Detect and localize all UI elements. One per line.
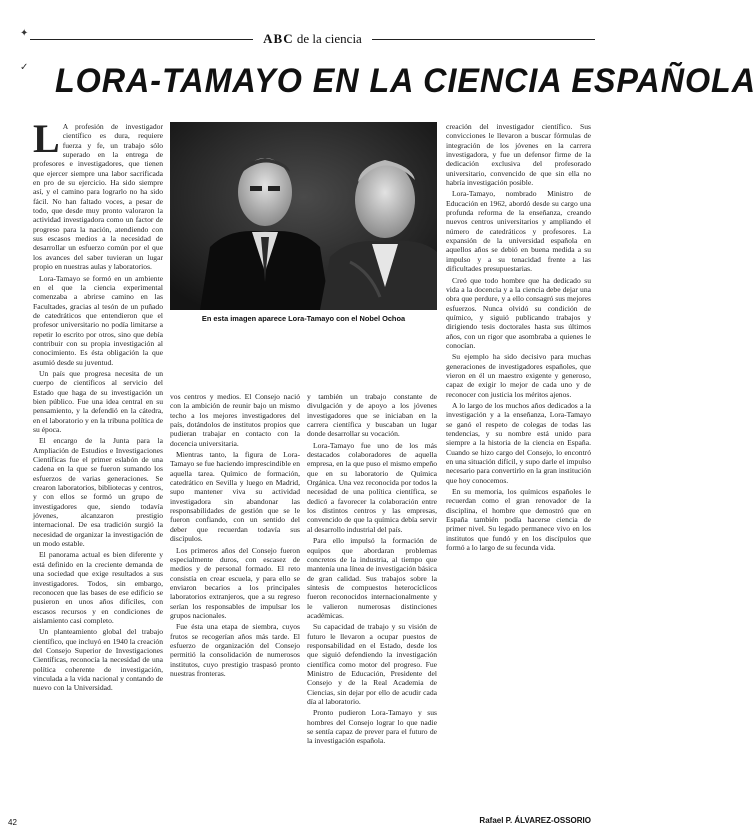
paragraph: Un país que progresa necesita de un cuerpo de científicos al servicio del Estado que haga de su investigación un bien público. Fue una idea central en su pensamiento, y la defendió en la cátedra, en el laboratorio y en la tribuna política de su época.	[33, 368, 163, 434]
header-rule-left	[30, 39, 253, 40]
dropcap: L	[33, 116, 60, 161]
paragraph: En su memoria, los químicos españoles le recuerdan como el gran renovador de la disciplina, el hombre que demostró que en España también podía hacerse ciencia de primer nivel. Su legado permanece vivo en los institutos que fundó y en los discípulos que formó a lo largo de su fecunda vida.	[446, 487, 591, 553]
paragraph: Pronto pudieron Lora-Tamayo y sus hombres del Consejo lograr lo que nadie se sentía capaz de prever para el futuro de la investigación española.	[307, 708, 437, 746]
paragraph: Los primeros años del Consejo fueron especialmente duros, con escasez de medios y de personal formado. El reto consistía en crear escuela, y para ello se enviaron becarios a los principales laboratorios extranjeros, que a su regreso serían los responsables de impulsar los grupos nacionales.	[170, 545, 300, 620]
headline: LORA-TAMAYO EN LA CIENCIA ESPAÑOLA	[55, 62, 756, 100]
article-column-4	[446, 122, 591, 814]
paragraph: El panorama actual es bien diferente y está definido en la creciente demanda de una sociedad que exige resultados a sus investigadores. Todos, sin embargo, reconocen que las bases de ese edificio se pusieron en unos años difíciles, con escasos recursos y en condiciones de aislamiento casi completo.	[33, 550, 163, 625]
registration-mark-icon: ✓	[20, 62, 29, 73]
paragraph: creación del investigador científico. Sus convicciones le llevaron a buscar fórmulas de integración de los jóvenes en la carrera investigadora, y fue un defensor firme de la dedicación exclusiva del profesorado universitario, convencido de que sin ella no habría investigación posible.	[446, 122, 591, 188]
header-rule-right	[372, 39, 595, 40]
paragraph: Lora-Tamayo se formó en un ambiente en el que la ciencia experimental comenzaba a abrirse camino en las Facultades, gracias al tesón de un puñado de catedráticos que entendieron que el profesor universitario no podía limitarse a repetir lo escrito por otros, sino que debía contribuir con su propia investigación al conocimiento. Es ésta obligación la que asumió desde su juventud.	[33, 273, 163, 367]
paragraph: El encargo de la Junta para la Ampliación de Estudios e Investigaciones Científicas fue el primer eslabón de una cadena en la que se fueron sumando los esfuerzos de varias generaciones. Se crearon laboratorios, bibliotecas y centros, y con ellos se formó un grupo de investigadores que, siendo todavía jóvenes, alcanzaron prestigio internacional. De esa tradición surgió la necesidad de organizar la investigación de un modo estable.	[33, 436, 163, 549]
section-label-abc: ABC	[263, 31, 294, 46]
byline: Rafael P. ÁLVAREZ-OSSORIO	[479, 816, 591, 825]
paragraph-text: A profesión de investigador científico es dura, requiere fuerza y fe, un trabajo sólo superado en la entrega de profesores e investigadores, que tienen que ejercer siempre una labor sacrificada en pro de su ejercicio. Ha sido siempre así, y el camino para lograrlo no ha sido fácil. No han faltado voces, a pesar de todo, que desde muy pronto valoraron la actividad investigadora como un factor de progreso para la nación, atendiendo con sus escasos medios a la necesidad de desarrollar un esfuerzo común por el que los avances del saber tuvieran un lugar propio en nuestras aulas y laboratorios.	[33, 122, 163, 272]
paragraph: Para ello impulsó la formación de equipos que abordaran problemas concretos de la industria, al tiempo que mantenía una línea de investigación básica de gran calidad. Sus trabajos sobre la síntesis de compuestos heterocíclicos fueron reconocidos internacionalmente y le valieron numerosas distinciones académicas.	[307, 536, 437, 620]
article-column-3	[307, 392, 437, 814]
photo-caption: En esta imagen aparece Lora-Tamayo con el Nobel Ochoa	[201, 314, 406, 323]
paragraph: Mientras tanto, la figura de Lora-Tamayo se fue haciendo imprescindible en aquella tarea. Químico de formación, catedrático en Sevilla y luego en Madrid, supo mantener viva su actividad investigadora sin abandonar las responsabilidades de gestión que se le fueron confiando, con un sentido del deber que recuerdan todavía sus discípulos.	[170, 450, 300, 544]
paragraph: Creó que todo hombre que ha dedicado su vida a la docencia y a la ciencia debe dejar una obra que perdure, y a ello consagró sus mejores esfuerzos. Nunca olvidó su condición de químico, y siguió publicando trabajos y dirigiendo tesis doctorales hasta sus últimos años, con un rigor que asombraba a quienes le conocían.	[446, 275, 591, 350]
article-column-1	[33, 116, 163, 814]
paragraph: Su capacidad de trabajo y su visión de futuro le llevaron a ocupar puestos de responsabilidad en el Estado, desde los que siguió defendiendo la investigación científica como motor del progreso. Fue Ministro de Educación, Presidente del Consejo y de la Real Academia de Ciencias, sin dejar por ello de acudir cada día al laboratorio.	[307, 622, 437, 706]
section-header	[30, 30, 595, 48]
article-photo	[170, 122, 437, 310]
photo-image	[170, 122, 437, 310]
registration-mark-icon: ✦	[20, 28, 29, 39]
paragraph: Su ejemplo ha sido decisivo para muchas generaciones de investigadores españoles, que vieron en él un maestro exigente y generoso, capaz de exigir lo mejor de cada uno y de reconocer con justicia los méritos ajenos.	[446, 352, 591, 399]
paragraph: A lo largo de los muchos años dedicados a la investigación y a la enseñanza, Lora-Tamayo se ganó el respeto de colegas de todas las tendencias, y su nombre está unido para siempre a la historia de la ciencia en España. Cuando se hizo cargo del Consejo, lo encontró en una situación difícil, y supo darle el impulso necesario para convertirlo en la gran institución que hoy conocemos.	[446, 400, 591, 485]
article-column-2	[170, 392, 300, 814]
page-number: 42	[8, 818, 17, 827]
paragraph: vos centros y medios. El Consejo nació con la ambición de reunir bajo un mismo techo a los mejores investigadores del país, dotándolos de institutos propios que pudieran trabajar en contacto con la docencia universitaria.	[170, 392, 300, 448]
paragraph: Lora-Tamayo, nombrado Ministro de Educación en 1962, abordó desde su cargo una profunda reforma de la enseñanza, creando nuevos centros universitarios y ampliando el número de catedráticos y profesores. La expansión de la universidad española en aquellos años se debió en buena medida a su impulso y a su tenacidad frente a las dificultades presupuestarias.	[446, 189, 591, 274]
paragraph: Un planteamiento global del trabajo científico, que incluyó en 1940 la creación del Consejo Superior de Investigaciones Científicas, reconocía la necesidad de una política coherente de investigación, vinculada a la vida nacional y contando de nuevo con la Universidad.	[33, 627, 163, 693]
paragraph: Fue ésta una etapa de siembra, cuyos frutos se recogerían años más tarde. El esfuerzo de organización del Consejo permitió la consolidación de numerosos institutos, cuyo prestigio traspasó pronto nuestras fronteras.	[170, 622, 300, 678]
first-paragraph	[33, 116, 163, 272]
paragraph: y también un trabajo constante de divulgación y de apoyo a los jóvenes investigadores que se iniciaban en la carrera científica y buscaban un lugar donde desarrollar su vocación.	[307, 392, 437, 439]
section-label-rest: de la ciencia	[296, 31, 362, 46]
section-label	[253, 31, 372, 47]
paragraph: Lora-Tamayo fue uno de los más destacados colaboradores de aquella empresa, en la que puso el mismo empeño que en su laboratorio de Química Orgánica. Una vez reconocida por todos la necesidad de una política científica, se dedicó a favorecer la colaboración entre los distintos centros y las empresas, convencido de que la química debía servir al desarrollo industrial del país.	[307, 440, 437, 534]
